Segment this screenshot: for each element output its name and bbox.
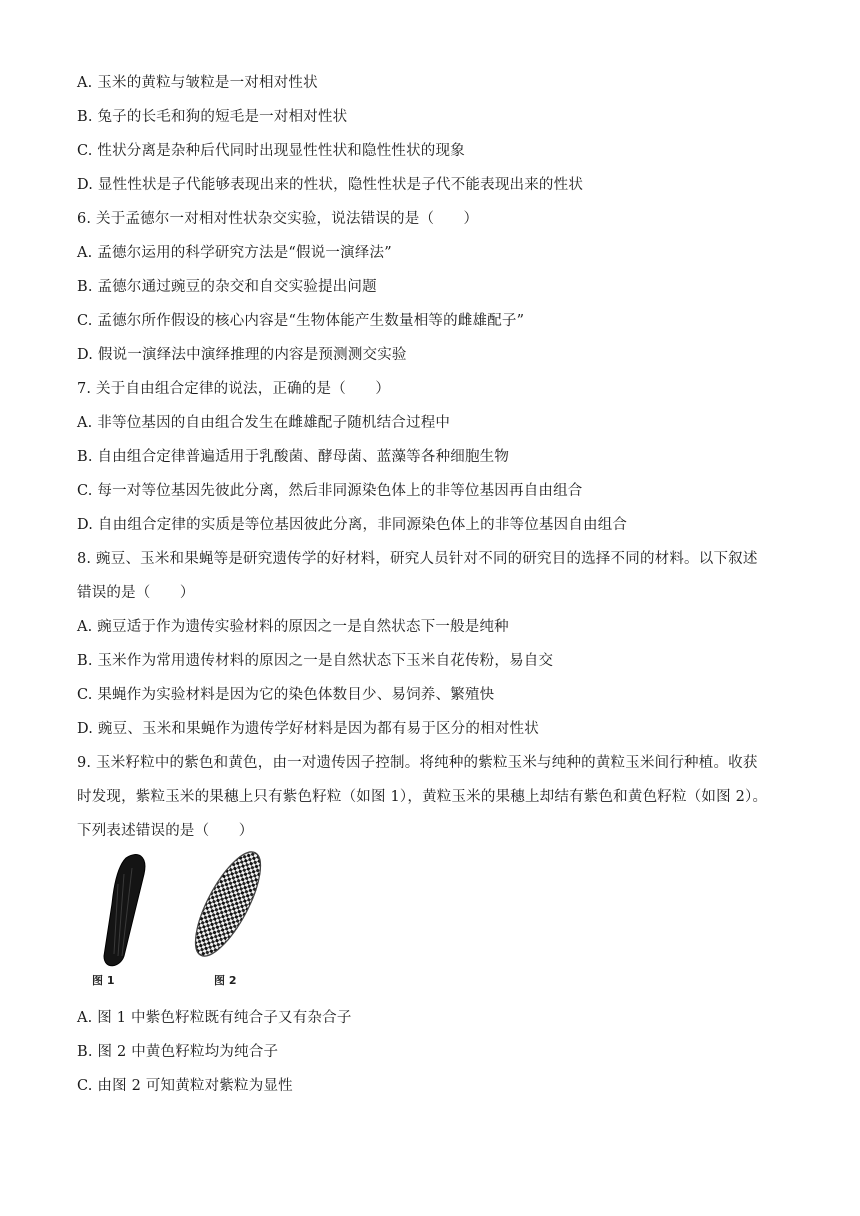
text-line: D. 自由组合定律的实质是等位基因彼此分离，非同源染色体上的非等位基因自由组合 (77, 517, 628, 533)
corn-ear-fig1 (104, 855, 145, 966)
text-line: 时发现，紫粒玉米的果穗上只有紫色籽粒（如图 1），黄粒玉米的果穗上却结有紫色和黄色籽粒（如图 2）。 (77, 789, 768, 805)
option-a: A. 图 1 中紫色籽粒既有纯合子又有杂合子 (77, 1010, 352, 1026)
text-line: C. 孟德尔所作假设的核心内容是“生物体能产生数量相等的雌雄配子” (77, 313, 525, 329)
corn-ears-illustration (78, 844, 298, 974)
text-line: B. 孟德尔通过豌豆的杂交和自交实验提出问题 (77, 279, 377, 295)
corn-ear-fig2 (183, 844, 273, 965)
text-line: B. 玉米作为常用遗传材料的原因之一是自然状态下玉米自花传粉，易自交 (77, 653, 554, 669)
text-line: D. 显性性状是子代能够表现出来的性状，隐性性状是子代不能表现出来的性状 (77, 177, 584, 193)
question-6-stem: 6. 关于孟德尔一对相对性状杂交实验，说法错误的是（ ） (77, 211, 479, 227)
text-line: A. 豌豆适于作为遗传实验材料的原因之一是自然状态下一般是纯种 (77, 619, 509, 635)
text-line: C. 性状分离是杂种后代同时出现显性性状和隐性性状的现象 (77, 143, 465, 159)
text-line: 下列表述错误的是（ ） (77, 823, 254, 839)
text-line: C. 果蝇作为实验材料是因为它的染色体数目少、易饲养、繁殖快 (77, 687, 495, 703)
text-line: A. 非等位基因的自由组合发生在雌雄配子随机结合过程中 (77, 415, 451, 431)
text-line: B. 兔子的长毛和狗的短毛是一对相对性状 (77, 109, 348, 125)
text-line: D. 假说一演绎法中演绎推理的内容是预测测交实验 (77, 347, 407, 363)
option-b: B. 图 2 中黄色籽粒均为纯合子 (77, 1044, 279, 1060)
text-line: A. 玉米的黄粒与皱粒是一对相对性状 (77, 75, 318, 91)
text-line: C. 每一对等位基因先彼此分离，然后非同源染色体上的非等位基因再自由组合 (77, 483, 583, 499)
text-line: A. 孟德尔运用的科学研究方法是“假说一演绎法” (77, 245, 392, 261)
figure-2-caption: 图 2 (214, 974, 237, 987)
question-8-stem: 8. 豌豆、玉米和果蝇等是研究遗传学的好材料，研究人员针对不同的研究目的选择不同的材料。以下叙述 (77, 551, 758, 567)
question-9-stem: 9. 玉米籽粒中的紫色和黄色，由一对遗传因子控制。将纯种的紫粒玉米与纯种的黄粒玉米间行种植。收获 (77, 755, 758, 771)
text-line: 错误的是（ ） (77, 585, 195, 601)
text-line: B. 自由组合定律普遍适用于乳酸菌、酵母菌、蓝藻等各种细胞生物 (77, 449, 510, 465)
corn-figures (78, 844, 298, 994)
figure-1-caption: 图 1 (92, 974, 115, 987)
option-c: C. 由图 2 可知黄粒对紫粒为显性 (77, 1078, 293, 1094)
text-line: D. 豌豆、玉米和果蝇作为遗传学好材料是因为都有易于区分的相对性状 (77, 721, 539, 737)
question-7-stem: 7. 关于自由组合定律的说法，正确的是（ ） (77, 381, 391, 397)
